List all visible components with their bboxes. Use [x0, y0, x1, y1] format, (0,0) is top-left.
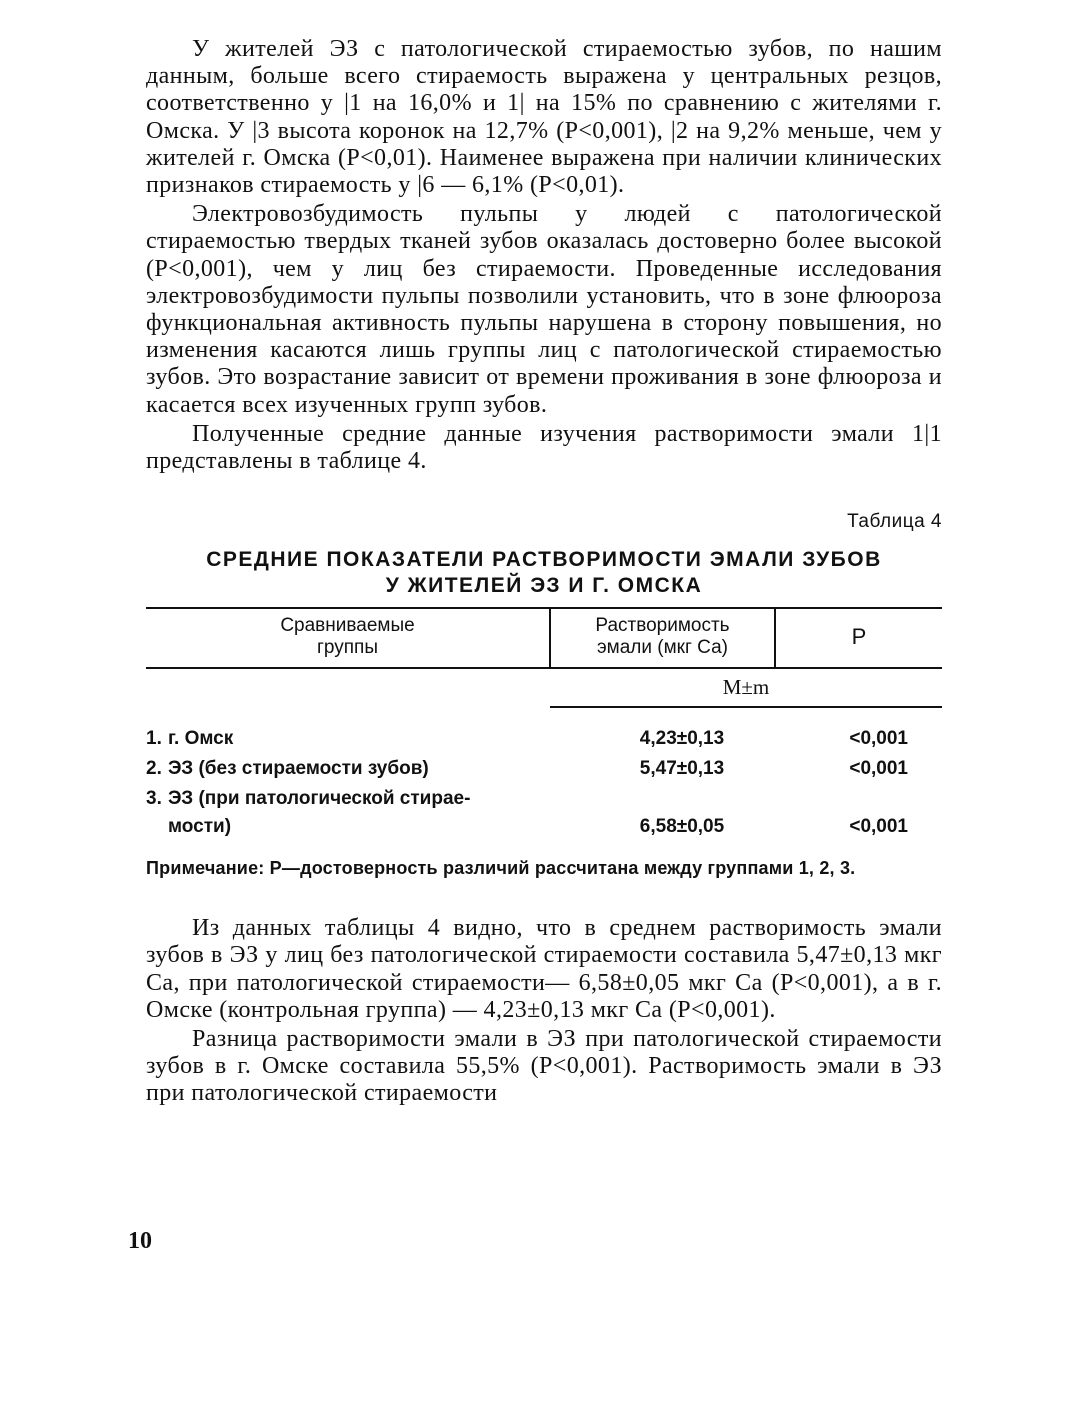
table-row	[146, 754, 942, 784]
paragraph-5: Разница растворимости эмали в ЭЗ при патологической стираемости зубов в г. Омске составила 55,5% (Р<0,001). Растворимость эмали в ЭЗ при патологической стираемости	[146, 1026, 942, 1107]
table-header-row	[146, 608, 942, 668]
row-value: 4,23±0,13	[639, 728, 725, 750]
table-title	[146, 547, 942, 599]
row-value: 5,47±0,13	[639, 758, 725, 780]
paragraph-4: Из данных таблицы 4 видно, что в среднем растворимость эмали зубов в ЭЗ у лиц без патологической стираемости составила 5,47±0,13 мкг Са, при патологической стираемости— 6,58±0,05 мкг Са (Р<0,001), а в г. Омске (контрольная группа) — 4,23±0,13 мкг Са (Р<0,001).	[146, 915, 942, 1023]
row-value: 6,58±0,05	[639, 816, 725, 838]
solubility-table	[146, 607, 942, 842]
header-solubility: Растворимость эмали (мкг Са)	[550, 608, 775, 668]
row-group-name: 3. ЭЗ (при патологической стирае- мости)	[146, 788, 471, 838]
paragraph-3: Полученные средние данные изучения растворимости эмали 1|1 представлены в таблице 4.	[146, 420, 942, 475]
paragraph-1: У жителей ЭЗ с патологической стираемостью зубов, по нашим данным, больше всего стираемость выражена у центральных резцов, соответственно у |1 на 16,0% и 1| на 15% по сравнению с жителями г. Омска. У |3 высота коронок на 12,7% (Р<0,001), |2 на 9,2% меньше, чем у жителей г. Омска (Р<0,01). Наименее выражена при наличии клинических признаков стираемость у |6 — 6,1% (Р<0,01).	[146, 36, 942, 199]
row-p: <0,001	[849, 728, 908, 750]
table-title-line-2: У ЖИТЕЛЕЙ ЭЗ И Г. ОМСКА	[385, 574, 703, 598]
header-p: Р	[775, 608, 942, 668]
page-body	[146, 36, 942, 1108]
table-note: Примечание: Р—достоверность различий рассчитана между группами 1, 2, 3.	[146, 858, 856, 879]
row-p: <0,001	[849, 816, 908, 838]
row-group-name: 2. ЭЗ (без стираемости зубов)	[146, 758, 429, 780]
row-group-name: 1. г. Омск	[146, 728, 234, 750]
table-subheader-row	[146, 668, 942, 707]
table-title-line-1: СРЕДНИЕ ПОКАЗАТЕЛИ РАСТВОРИМОСТИ ЭМАЛИ ЗУБОВ	[206, 548, 882, 572]
subheader-m-m: М±m	[550, 668, 942, 707]
header-groups: Сравниваемые группы	[146, 608, 550, 668]
table-row	[146, 724, 942, 754]
page-number: 10	[128, 1228, 152, 1254]
row-p: <0,001	[849, 758, 908, 780]
paragraph-2: Электровозбудимость пульпы у людей с патологической стираемостью твердых тканей зубов оказалась достоверно более высокой (Р<0,001), чем у лиц без стираемости. Проведенные исследования электровозбудимости пульпы позволили установить, что в зоне флюороза функциональная активность пульпы нарушена в сторону повышения, но изменения касаются лишь группы лиц с патологической стираемостью зубов. Это возрастание зависит от времени проживания в зоне флюороза и касается всех изученных групп зубов.	[146, 201, 942, 418]
table-caption: Таблица 4	[847, 511, 942, 533]
table-row	[146, 784, 942, 842]
